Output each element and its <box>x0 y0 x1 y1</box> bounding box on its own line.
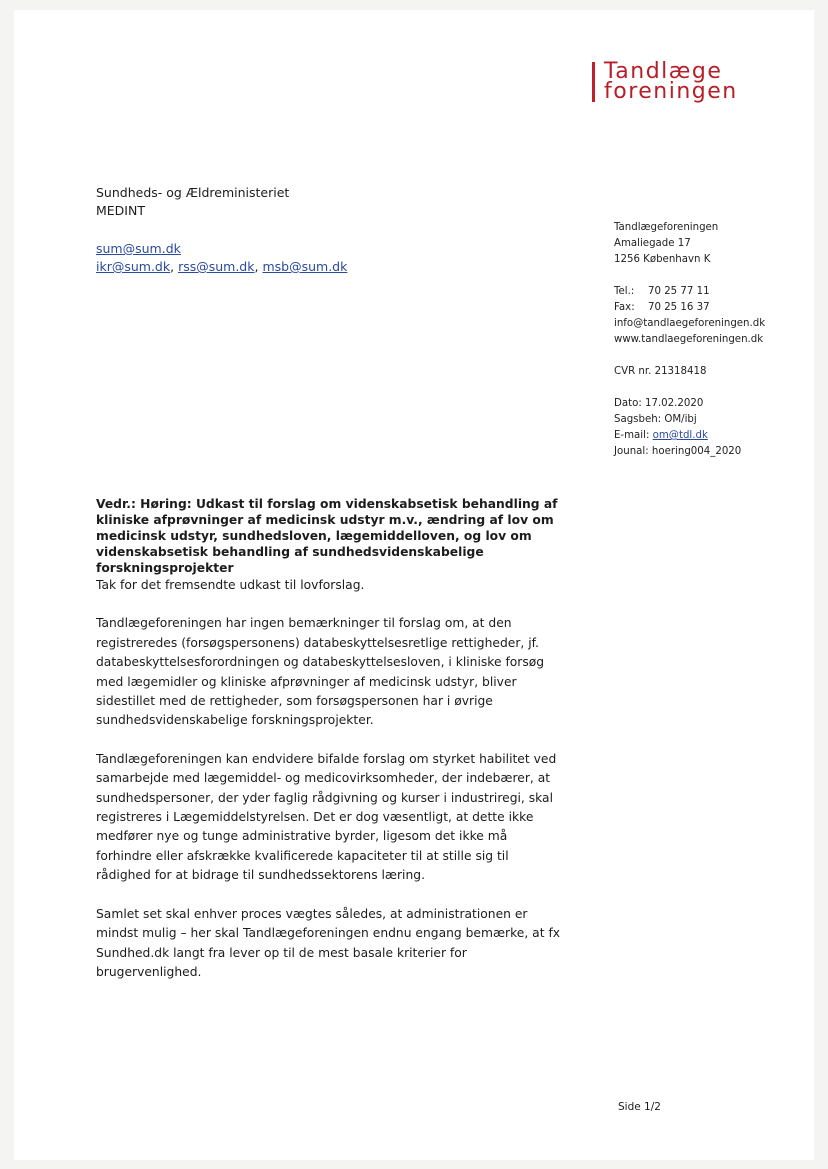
case-email-link[interactable]: om@tdl.dk <box>652 430 708 441</box>
email-link-msb[interactable]: msb@sum.dk <box>262 259 348 274</box>
logo-bar <box>592 62 595 102</box>
recipient-emails <box>96 240 347 276</box>
sender-info <box>614 220 765 476</box>
email-separator: , <box>170 259 179 274</box>
body-paragraph-4: Samlet set skal enhver proces vægtes således, at administrationen er mindst mulig – her skal Tandlægeforeningen endnu engang bemærke, at fx Sundhed.dk langt fra lever op til de mest basale kriterier for brugervenlighed. <box>96 906 561 979</box>
case-handler: Sagsbeh: OM/ibj <box>614 414 697 425</box>
case-email-label: E-mail: <box>614 430 653 441</box>
sender-street: Amaliegade 17 <box>614 238 691 249</box>
letter-body <box>96 576 564 1001</box>
sender-name: Tandlægeforeningen <box>614 222 719 233</box>
page-number: Side 1/2 <box>618 1101 661 1113</box>
case-meta <box>614 396 765 460</box>
body-paragraph-3: Tandlægeforeningen kan endvidere bifalde forslag om styrket habilitet ved samarbejde med lægemiddel- og medicovirksomheder, der indebærer, at sundhedspersoner, der yder faglig rådgivning og kurser i industriregi, skal registreres i Lægemiddelstyrelsen. Det er dog væsentligt, at dette ikke medfører nye og tunge administrative byrder, ligesom det ikke må forhindre eller afskrække kvalificerede kapaciteter til at stille sig til rådighed for at bidrage til sundhedssektorens læring. <box>96 751 557 883</box>
sender-city: 1256 København K <box>614 254 711 265</box>
tel-label: Tel.: <box>614 286 635 297</box>
email-link-ikr[interactable]: ikr@sum.dk <box>96 259 171 274</box>
recipient-block <box>96 184 289 220</box>
body-paragraph-1: Tak for det fremsendte udkast til lovforslag. <box>96 578 365 592</box>
sender-email: info@tandlaegeforeningen.dk <box>614 318 766 329</box>
journal-number: Jounal: hoering004_2020 <box>614 446 742 457</box>
tel-number: 70 25 77 11 <box>648 286 710 297</box>
email-link-sum[interactable]: sum@sum.dk <box>96 241 181 256</box>
email-link-rss[interactable]: rss@sum.dk <box>178 259 255 274</box>
body-paragraph-2: Tandlægeforeningen har ingen bemærkninger til forslag om, at den registreredes (forsøgspersonens) databeskyttelsesretlige rettigheder, jf. databeskyttelsesforordningen og databeskyttelsesloven, i kliniske forsøg med lægemidler og kliniske afprøvninger af medicinsk udstyr, bliver sidestillet med de rettigheder, som forsøgspersonen har i øvrige sundhedsvidenskabelige forskningsprojekter. <box>96 616 545 728</box>
letter-subject: Vedr.: Høring: Udkast til forslag om videnskabsetisk behandling af kliniske afprøvninger af medicinsk udstyr m.v., ændring af lov om medicinsk udstyr, sundhedsloven, lægemiddelloven, og lov om videnskabsetisk behandling af sundhedsvidenskabelige forskningsprojekter <box>96 497 558 575</box>
fax-number: 70 25 16 37 <box>648 302 710 313</box>
sender-address <box>614 220 765 268</box>
logo-line-2: foreningen <box>604 79 738 104</box>
letter-date: Dato: 17.02.2020 <box>614 398 704 409</box>
logo-text <box>604 59 738 104</box>
logo-line-1: Tandlæge <box>604 59 723 84</box>
cvr-number: CVR nr. 21318418 <box>614 366 707 377</box>
logo <box>592 59 738 104</box>
email-separator: , <box>254 259 263 274</box>
sender-website: www.tandlaegeforeningen.dk <box>614 334 764 345</box>
recipient-ministry: Sundheds- og Ældreministeriet <box>96 185 290 200</box>
sender-contact <box>614 284 765 348</box>
fax-label: Fax: <box>614 302 635 313</box>
recipient-department: MEDINT <box>96 203 145 218</box>
